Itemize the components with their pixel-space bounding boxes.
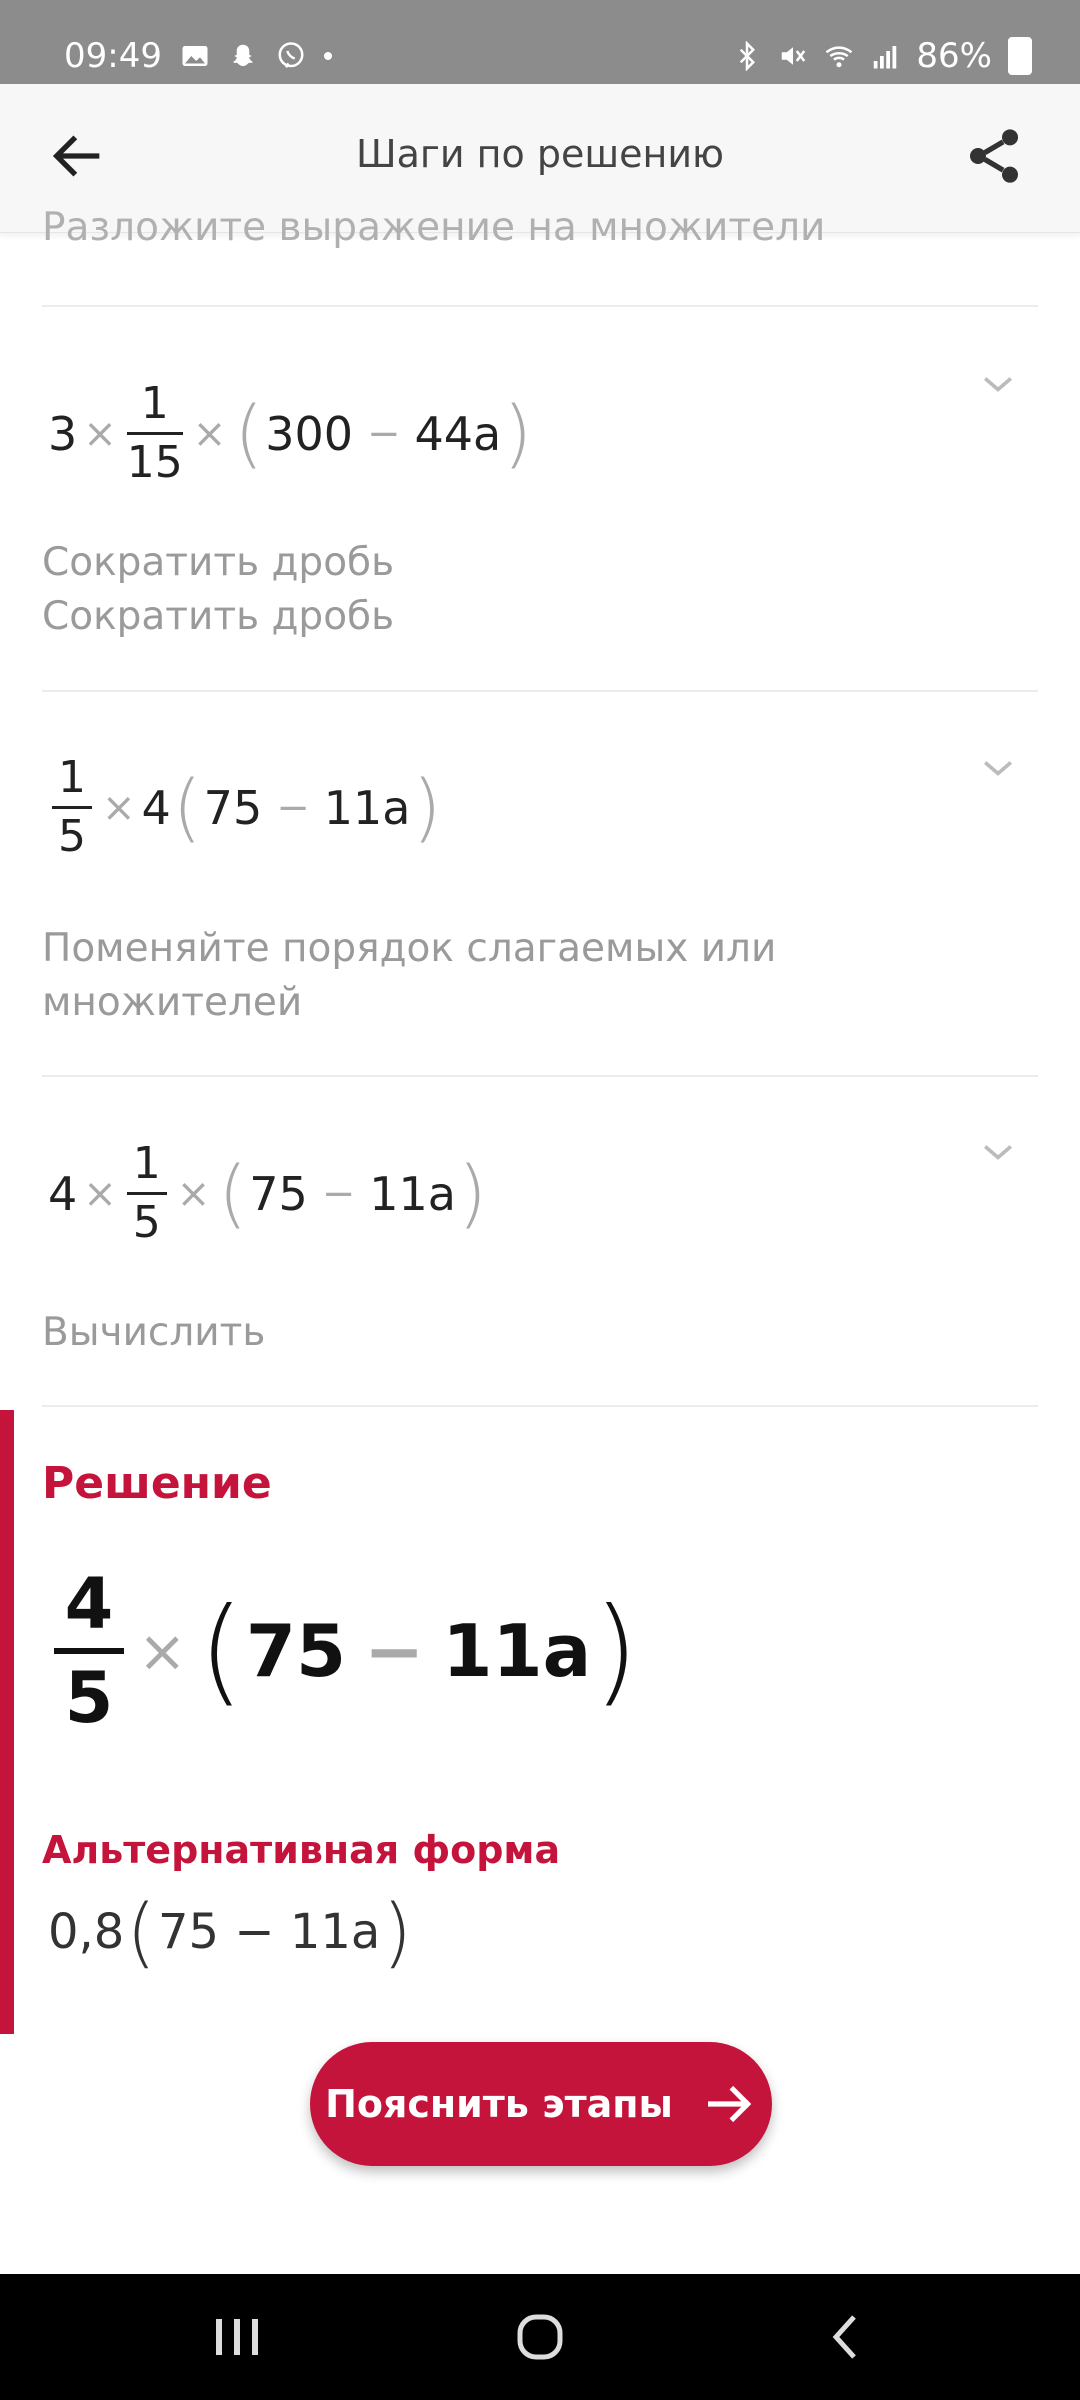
back-nav-icon[interactable]: [816, 2312, 876, 2362]
gallery-icon: [180, 41, 210, 71]
step-description: Вычислить: [42, 1310, 266, 1355]
battery-icon: [1008, 37, 1032, 75]
status-time: 09:49: [64, 36, 162, 76]
viber-icon: [276, 41, 306, 71]
home-icon[interactable]: [510, 2312, 570, 2362]
step-expression[interactable]: $\frac{1}{5}$ × 4 ( 75 − 11a ): [48, 750, 443, 865]
bluetooth-icon: [732, 41, 762, 71]
step-expression[interactable]: 3 × $\frac{1}{15}$ × ( 300 − 44a ): [48, 378, 533, 488]
battery-level: 86%: [916, 36, 992, 76]
chevron-down-icon[interactable]: [976, 362, 1020, 406]
divider: [42, 1075, 1038, 1077]
mute-icon: [778, 41, 808, 71]
explain-steps-button[interactable]: [310, 2042, 772, 2166]
solution-expression: 4 5 × ( 75 − 11a ): [50, 1560, 640, 1742]
divider: [42, 690, 1038, 692]
snapchat-icon: [228, 41, 258, 71]
signal-icon: [870, 41, 900, 71]
share-icon[interactable]: [962, 124, 1026, 188]
status-bar: [0, 0, 1080, 84]
arrow-right-icon: [701, 2076, 757, 2132]
solution-accent-bar: [0, 1410, 14, 2034]
chevron-down-icon[interactable]: [976, 1130, 1020, 1174]
system-nav-bar: [0, 2274, 1080, 2400]
divider: [42, 305, 1038, 307]
step-description: Сократить дробь Сократить дробь: [42, 540, 395, 639]
partial-step-description: Разложите выражение на множители: [42, 208, 826, 248]
chevron-down-icon[interactable]: [976, 746, 1020, 790]
step-expression[interactable]: 4 × $\frac{1}{5}$ × ( 75 − 11a ): [48, 1138, 487, 1248]
page-title: Шаги по решению: [355, 132, 724, 176]
explain-steps-label: Пояснить этапы: [325, 2082, 673, 2126]
solution-title: Решение: [42, 1458, 272, 1509]
wifi-icon: [824, 41, 854, 71]
step-description: Поменяйте порядок слагаемых или множителей: [42, 926, 777, 1025]
alternative-form-expression: 0,8 ( 75 − 11a ): [48, 1887, 412, 1976]
notification-dot-icon: [324, 52, 332, 60]
recent-apps-icon[interactable]: [208, 2312, 268, 2362]
divider: [42, 1405, 1038, 1407]
alternative-form-title: Альтернативная форма: [42, 1828, 561, 1872]
